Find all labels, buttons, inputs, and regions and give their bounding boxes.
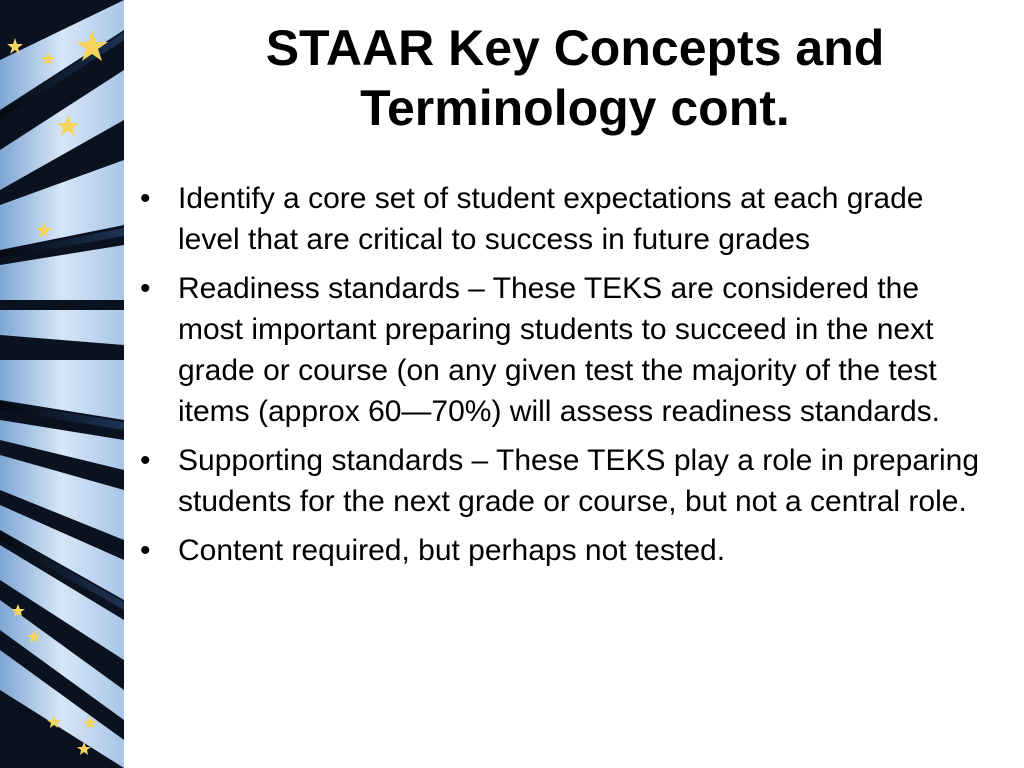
bullet-text: Supporting standards – These TEKS play a role in preparing students for the next grade or course, but not a central role. xyxy=(178,444,980,518)
bullet-list xyxy=(140,178,980,579)
bullet-item xyxy=(140,440,980,522)
bullet-marker: • xyxy=(140,182,151,215)
bullet-marker: • xyxy=(140,534,151,567)
bullet-marker: • xyxy=(140,444,151,477)
bullet-text: Identify a core set of student expectations at each grade level that are critical to success in future grades xyxy=(178,182,924,256)
bullet-marker: • xyxy=(140,272,151,305)
slide-title: STAAR Key Concepts and Terminology cont. xyxy=(265,20,885,136)
bullet-text: Readiness standards – These TEKS are considered the most important preparing students to succeed in the next grade or course (on any given test the majority of the test items (approx 60—70%) will assess readiness standards. xyxy=(178,272,940,428)
bullet-text: Content required, but perhaps not tested. xyxy=(178,534,726,567)
decorative-star-band xyxy=(0,0,124,768)
bullet-item xyxy=(140,178,980,260)
bullet-item xyxy=(140,268,980,432)
bullet-item xyxy=(140,530,980,571)
